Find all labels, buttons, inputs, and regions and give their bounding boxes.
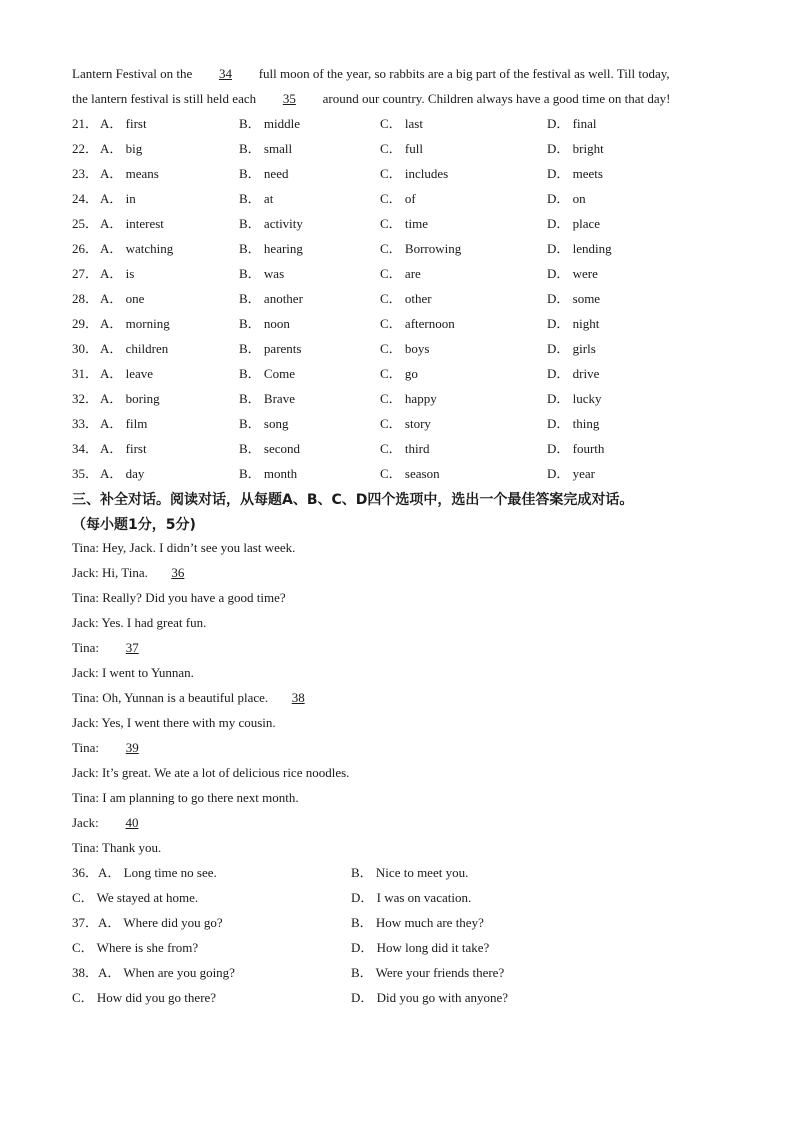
option-a: A． big bbox=[100, 141, 143, 156]
passage-line-2 bbox=[72, 91, 722, 107]
dialogue-option-row bbox=[72, 865, 732, 881]
option-left: 37．A． Where did you go? bbox=[72, 915, 223, 930]
option-d: D． drive bbox=[547, 366, 600, 381]
option-b: B． Brave bbox=[239, 391, 295, 406]
dialogue-option-row bbox=[72, 915, 732, 931]
question-number: 23． bbox=[72, 166, 99, 181]
speaker: Jack: bbox=[72, 765, 99, 780]
question-number: 22． bbox=[72, 141, 99, 156]
question-row bbox=[72, 416, 732, 432]
option-a: A． is bbox=[100, 266, 135, 281]
option-b: B． another bbox=[239, 291, 303, 306]
dialogue-text: Yes. I had great fun. bbox=[101, 615, 207, 630]
option-b: B． Come bbox=[239, 366, 295, 381]
question-row bbox=[72, 391, 732, 407]
dialogue-line bbox=[72, 840, 161, 856]
option-left: 38．A． When are you going? bbox=[72, 965, 235, 980]
option-c: C． boys bbox=[380, 341, 430, 356]
dialogue-text: Hi, Tina. bbox=[101, 565, 148, 580]
speaker: Tina: bbox=[72, 690, 99, 705]
option-b: B． song bbox=[239, 416, 289, 431]
option-c: C． Borrowing bbox=[380, 241, 462, 256]
option-d: D． girls bbox=[547, 341, 596, 356]
question-number: 33． bbox=[72, 416, 99, 431]
option-d: D． lucky bbox=[547, 391, 602, 406]
option-right: D． How long did it take? bbox=[351, 940, 490, 955]
option-d: D． year bbox=[547, 466, 596, 481]
option-a: A． watching bbox=[100, 241, 174, 256]
option-c: C． season bbox=[380, 466, 440, 481]
option-b: B． activity bbox=[239, 216, 303, 231]
passage-line-1 bbox=[72, 66, 722, 82]
option-a: A． morning bbox=[100, 316, 170, 331]
dialogue-text: I went to Yunnan. bbox=[101, 665, 194, 680]
dialogue-text: Thank you. bbox=[102, 840, 162, 855]
option-a: A． one bbox=[100, 291, 145, 306]
dialogue-text: Really? Did you have a good time? bbox=[102, 590, 286, 605]
question-number: 21． bbox=[72, 116, 99, 131]
option-a: A． boring bbox=[100, 391, 160, 406]
option-right: B． How much are they? bbox=[351, 915, 484, 930]
dialogue-line bbox=[72, 540, 295, 556]
option-a: A． leave bbox=[100, 366, 154, 381]
option-a: A． children bbox=[100, 341, 169, 356]
dialogue-line bbox=[72, 565, 208, 581]
dialogue-text: Oh, Yunnan is a beautiful place. bbox=[102, 690, 269, 705]
option-a: A． film bbox=[100, 416, 148, 431]
question-row bbox=[72, 366, 732, 382]
option-b: B． hearing bbox=[239, 241, 303, 256]
speaker: Tina: bbox=[72, 540, 99, 555]
question-row bbox=[72, 166, 732, 182]
question-row bbox=[72, 216, 732, 232]
passage-text: full moon of the year, so rabbits are a big part of the festival as well. Till today, bbox=[258, 66, 670, 81]
dialogue-option-row bbox=[72, 965, 732, 981]
speaker: Jack: bbox=[72, 565, 99, 580]
option-d: D． some bbox=[547, 291, 601, 306]
speaker: Tina: bbox=[72, 590, 99, 605]
question-row bbox=[72, 341, 732, 357]
option-d: D． bright bbox=[547, 141, 604, 156]
question-number: 35． bbox=[72, 466, 99, 481]
option-c: C． includes bbox=[380, 166, 449, 181]
question-row bbox=[72, 141, 732, 157]
question-row bbox=[72, 316, 732, 332]
option-d: D． were bbox=[547, 266, 598, 281]
option-b: B． small bbox=[239, 141, 293, 156]
passage-text: the lantern festival is still held each bbox=[72, 91, 257, 106]
option-c: C． story bbox=[380, 416, 431, 431]
dialogue-line bbox=[72, 765, 349, 781]
option-a: A． in bbox=[100, 191, 136, 206]
question-row bbox=[72, 441, 732, 457]
question-number: 26． bbox=[72, 241, 99, 256]
question-row bbox=[72, 191, 732, 207]
option-right: D． I was on vacation. bbox=[351, 890, 472, 905]
dialogue-line bbox=[72, 640, 162, 656]
blank-34: 34 bbox=[218, 66, 232, 81]
option-d: D． final bbox=[547, 116, 597, 131]
option-c: C． last bbox=[380, 116, 423, 131]
option-d: D． on bbox=[547, 191, 586, 206]
option-c: C． third bbox=[380, 441, 430, 456]
dialogue-text: Yes, I went there with my cousin. bbox=[101, 715, 276, 730]
option-c: C． happy bbox=[380, 391, 437, 406]
option-b: B． noon bbox=[239, 316, 290, 331]
option-c: C． other bbox=[380, 291, 432, 306]
option-left: C． Where is she from? bbox=[72, 940, 199, 955]
option-b: B． was bbox=[239, 266, 285, 281]
question-number: 24． bbox=[72, 191, 99, 206]
option-c: C． of bbox=[380, 191, 416, 206]
dialogue-option-row bbox=[72, 890, 732, 906]
dialogue-line bbox=[72, 740, 162, 756]
dialogue-line bbox=[72, 815, 162, 831]
dialogue-text: I am planning to go there next month. bbox=[102, 790, 299, 805]
option-b: B． month bbox=[239, 466, 298, 481]
question-number: 25． bbox=[72, 216, 99, 231]
option-left: C． We stayed at home. bbox=[72, 890, 199, 905]
option-d: D． fourth bbox=[547, 441, 605, 456]
dialogue-option-row bbox=[72, 990, 732, 1006]
dialogue-line bbox=[72, 665, 194, 681]
blank-35: 35 bbox=[282, 91, 296, 106]
question-number: 27． bbox=[72, 266, 99, 281]
option-c: C． full bbox=[380, 141, 423, 156]
dialogue-line bbox=[72, 790, 299, 806]
dialogue-line bbox=[72, 615, 206, 631]
option-b: B． parents bbox=[239, 341, 302, 356]
question-number: 32． bbox=[72, 391, 99, 406]
speaker: Tina: bbox=[72, 640, 99, 655]
option-a: A． day bbox=[100, 466, 145, 481]
dialogue-line bbox=[72, 590, 286, 606]
option-a: A． means bbox=[100, 166, 159, 181]
option-b: B． need bbox=[239, 166, 289, 181]
question-row bbox=[72, 266, 732, 282]
option-left: 36．A． Long time no see. bbox=[72, 865, 217, 880]
dialogue-text: Hey, Jack. I didn’t see you last week. bbox=[102, 540, 296, 555]
question-row bbox=[72, 241, 732, 257]
dialogue-text: It’s great. We ate a lot of delicious rice noodles. bbox=[101, 765, 350, 780]
question-row bbox=[72, 116, 732, 132]
option-c: C． time bbox=[380, 216, 429, 231]
option-left: C． How did you go there? bbox=[72, 990, 217, 1005]
speaker: Jack: bbox=[72, 815, 99, 830]
question-row bbox=[72, 291, 732, 307]
section-heading-note: （每小题1分，5分) bbox=[72, 517, 196, 533]
option-right: D． Did you go with anyone? bbox=[351, 990, 509, 1005]
option-c: C． go bbox=[380, 366, 418, 381]
option-c: C． afternoon bbox=[380, 316, 455, 331]
option-right: B． Were your friends there? bbox=[351, 965, 505, 980]
speaker: Tina: bbox=[72, 840, 99, 855]
speaker: Tina: bbox=[72, 790, 99, 805]
section-heading: 三、补全对话。阅读对话，从每题A、B、C、D四个选项中，选出一个最佳答案完成对话。 bbox=[72, 492, 634, 508]
dialogue-blank: 39 bbox=[125, 740, 139, 755]
speaker: Jack: bbox=[72, 715, 99, 730]
speaker: Jack: bbox=[72, 665, 99, 680]
option-d: D． place bbox=[547, 216, 601, 231]
dialogue-blank: 40 bbox=[125, 815, 139, 830]
question-number: 29． bbox=[72, 316, 99, 331]
dialogue-blank: 36 bbox=[171, 565, 185, 580]
dialogue-option-row bbox=[72, 940, 732, 956]
option-d: D． night bbox=[547, 316, 600, 331]
option-right: B． Nice to meet you. bbox=[351, 865, 469, 880]
question-number: 28． bbox=[72, 291, 99, 306]
option-b: B． at bbox=[239, 191, 274, 206]
speaker: Tina: bbox=[72, 740, 99, 755]
option-a: A． first bbox=[100, 116, 147, 131]
option-b: B． middle bbox=[239, 116, 301, 131]
option-d: D． lending bbox=[547, 241, 612, 256]
option-a: A． interest bbox=[100, 216, 164, 231]
question-row bbox=[72, 466, 732, 482]
speaker: Jack: bbox=[72, 615, 99, 630]
question-number: 31． bbox=[72, 366, 99, 381]
dialogue-line bbox=[72, 715, 276, 731]
option-a: A． first bbox=[100, 441, 147, 456]
passage-text: Lantern Festival on the bbox=[72, 66, 193, 81]
option-d: D． thing bbox=[547, 416, 600, 431]
question-number: 34． bbox=[72, 441, 99, 456]
question-number: 30． bbox=[72, 341, 99, 356]
option-d: D． meets bbox=[547, 166, 603, 181]
dialogue-blank: 38 bbox=[291, 690, 305, 705]
dialogue-line bbox=[72, 690, 328, 706]
passage-text: around our country. Children always have a good time on that day! bbox=[322, 91, 671, 106]
dialogue-blank: 37 bbox=[125, 640, 139, 655]
option-c: C． are bbox=[380, 266, 421, 281]
option-b: B． second bbox=[239, 441, 301, 456]
